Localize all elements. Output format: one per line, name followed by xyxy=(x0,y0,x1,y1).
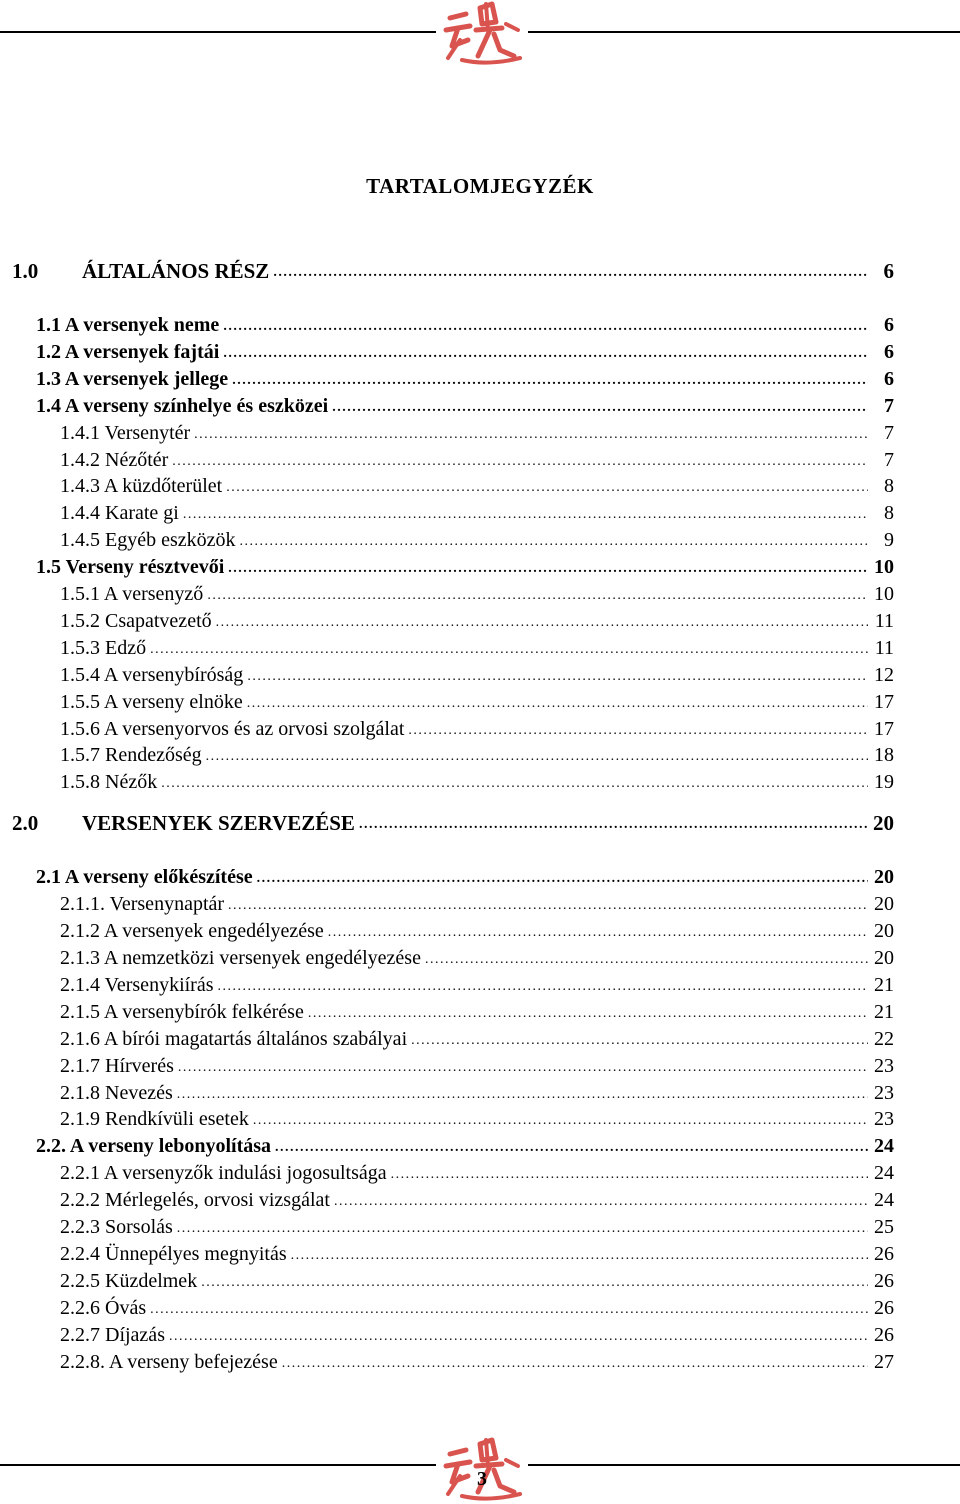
toc-entry[interactable] xyxy=(60,500,894,524)
toc-leader-dots xyxy=(328,924,868,942)
toc-entry-label xyxy=(36,1135,271,1157)
toc-page-number: 10 xyxy=(874,583,894,605)
toc-entry-text: 2.1.6 A bírói magatartás általános szabályai xyxy=(60,1027,408,1050)
toc-entry-text: 2.1.5 A versenybírók felkérése xyxy=(60,1000,304,1023)
toc-entry[interactable] xyxy=(60,608,894,632)
toc-entry-label xyxy=(60,1162,387,1184)
toc-leader-dots xyxy=(150,1301,868,1319)
toc-page-number: 24 xyxy=(874,1162,894,1185)
toc-leader-dots xyxy=(177,1220,868,1238)
toc-leader-dots xyxy=(150,641,868,659)
toc-entry[interactable] xyxy=(36,554,894,578)
toc-leader-dots xyxy=(391,1166,868,1184)
toc-leader-dots xyxy=(247,668,868,686)
toc-entry-text: 1.4.3 A küzdőterület xyxy=(60,475,223,498)
toc-entry-label xyxy=(60,583,203,605)
toc-entry[interactable] xyxy=(60,1106,894,1130)
toc-leader-dots xyxy=(228,560,868,578)
toc-page-number: 20 xyxy=(874,920,894,943)
toc-leader-dots xyxy=(177,1086,868,1104)
toc-entry-label xyxy=(60,1028,407,1050)
toc-entry-text: 1.5.8 Nézők xyxy=(60,771,158,794)
toc-page-number: 23 xyxy=(874,1108,894,1131)
toc-entry-text: 1.3 A versenyek jellege xyxy=(36,367,229,390)
toc-page-number: 6 xyxy=(884,367,894,390)
toc-entry-text: 2.1.9 Rendkívüli esetek xyxy=(60,1108,249,1131)
toc-leader-dots xyxy=(425,951,868,969)
toc-leader-dots xyxy=(161,775,868,793)
toc-leader-dots xyxy=(232,372,868,390)
toc-entry-label xyxy=(60,1082,173,1104)
toc-entry[interactable] xyxy=(60,527,894,551)
toc-entry[interactable] xyxy=(60,581,894,605)
toc-page-number: 11 xyxy=(874,636,894,659)
toc-entry-label xyxy=(60,422,190,444)
toc-page-number: 7 xyxy=(884,448,894,471)
toc-entry-text: 1.4.1 Versenytér xyxy=(60,421,191,444)
toc-entry-text: 2.2.3 Sorsolás xyxy=(60,1216,173,1238)
toc-page-number: 9 xyxy=(884,529,894,552)
toc-entry-text: 1.5.7 Rendezőség xyxy=(60,744,202,767)
toc-entry-label xyxy=(36,866,253,888)
toc-entry[interactable] xyxy=(60,1080,894,1104)
toc-entry-label xyxy=(60,771,157,793)
toc-leader-dots xyxy=(223,318,868,336)
toc-leader-dots xyxy=(207,587,868,605)
toc-entry-label xyxy=(60,1351,278,1373)
footer-rule-left xyxy=(0,1464,436,1466)
toc-entry-text: 2.1.4 Versenykiírás xyxy=(60,973,214,996)
toc-page-number: 26 xyxy=(874,1242,894,1265)
toc-entry-text: 2.2.1 A versenyzők indulási jogosultsága xyxy=(60,1162,387,1185)
toc-entry-text: 1.4.4 Karate gi xyxy=(60,502,179,525)
toc-page-number: 6 xyxy=(884,340,894,363)
toc-leader-dots xyxy=(172,453,868,471)
toc-entry-text: 1.4.5 Egyéb eszközök xyxy=(60,529,236,552)
toc-entry[interactable] xyxy=(60,1241,894,1265)
toc-entry-label xyxy=(60,1108,249,1130)
toc-leader-dots xyxy=(411,1032,868,1050)
toc-page-number: 17 xyxy=(874,717,894,740)
toc-entry-text: 2.2.6 Óvás xyxy=(60,1296,147,1319)
toc-entry[interactable] xyxy=(60,972,894,996)
toc-leader-dots xyxy=(291,1247,868,1265)
toc-entry-label xyxy=(60,637,146,659)
toc-page-number: 20 xyxy=(874,866,894,889)
toc-page-number: 11 xyxy=(874,609,894,632)
toc-entry-text: 1.5.1 A versenyző xyxy=(60,583,204,605)
toc-entry-label xyxy=(12,260,269,282)
toc-page-number: 23 xyxy=(874,1054,894,1077)
toc-leader-dots xyxy=(247,695,868,713)
toc-page-number: 26 xyxy=(874,1269,894,1292)
toc-entry-label xyxy=(60,947,421,969)
toc-page-number: 22 xyxy=(874,1027,894,1050)
toc-entry-text: 1.5.5 A verseny elnöke xyxy=(60,690,243,713)
toc-entry-text: 2.1.1. Versenynaptár xyxy=(60,893,225,916)
toc-entry[interactable] xyxy=(60,999,894,1023)
toc-page-number: 7 xyxy=(884,421,894,444)
toc-entry-label xyxy=(60,718,404,740)
toc-section-number: 1.0 xyxy=(12,259,39,283)
toc-entry-text: 2.2.4 Ünnepélyes megnyitás xyxy=(60,1242,287,1265)
toc-entry[interactable] xyxy=(60,716,894,740)
toc-leader-dots xyxy=(218,978,869,996)
toc-entry-text: 1.4 A verseny színhelye és eszközei xyxy=(36,394,329,417)
toc-entry-text: 2.2.7 Díjazás xyxy=(60,1323,165,1346)
toc-entry-label xyxy=(60,1216,173,1238)
toc-page-number: 20 xyxy=(874,947,894,969)
toc-entry-label xyxy=(36,314,219,336)
toc-page-number: 25 xyxy=(874,1216,894,1238)
toc-leader-dots xyxy=(308,1005,868,1023)
toc-entry[interactable] xyxy=(60,1160,894,1184)
toc-entry-label xyxy=(60,475,222,497)
toc-entry-label xyxy=(60,529,236,551)
toc-entry[interactable] xyxy=(60,1349,894,1373)
toc-entry-label xyxy=(60,691,243,713)
toc-page-number: 23 xyxy=(874,1081,894,1104)
toc-page-number: 6 xyxy=(884,314,894,336)
toc-leader-dots xyxy=(253,1112,868,1130)
toc-entry-text: 1.1 A versenyek neme xyxy=(36,314,220,336)
toc-entry[interactable] xyxy=(60,742,894,766)
toc-entry[interactable] xyxy=(12,258,894,282)
toc-entry-text: 2.2.2 Mérlegelés, orvosi vizsgálat xyxy=(60,1189,330,1212)
toc-entry-label xyxy=(36,556,224,578)
document-title: TARTALOMJEGYZÉK xyxy=(366,174,594,198)
toc-leader-dots xyxy=(216,614,868,632)
toc-leader-dots xyxy=(275,1139,868,1157)
toc-entry-text: 2.1 A verseny előkészítése xyxy=(36,866,253,889)
toc-leader-dots xyxy=(334,1193,868,1211)
toc-entry-text: 2.1.3 A nemzetközi versenyek engedélyezése xyxy=(60,947,421,969)
toc-page-number: 20 xyxy=(873,811,894,836)
toc-entry-label xyxy=(60,893,224,915)
toc-entry-label xyxy=(60,449,168,471)
toc-entry-text: 1.2 A versenyek fajtái xyxy=(36,340,220,363)
toc-page-number: 19 xyxy=(874,771,894,794)
toc-page-number: 21 xyxy=(874,973,894,996)
toc-leader-dots xyxy=(169,1328,868,1346)
toc-entry[interactable] xyxy=(60,1053,894,1077)
footer-rule-right xyxy=(528,1464,960,1466)
toc-entry-label xyxy=(60,974,214,996)
toc-page-number: 8 xyxy=(884,502,894,525)
toc-page-number: 10 xyxy=(874,556,894,579)
toc-entry-label xyxy=(60,920,324,942)
toc-leader-dots xyxy=(240,533,868,551)
toc-leader-dots xyxy=(178,1059,868,1077)
toc-page-number: 24 xyxy=(874,1189,894,1212)
toc-entry-text: 1.5.4 A versenybíróság xyxy=(60,663,244,686)
toc-entry-text: 2.2.5 Küzdelmek xyxy=(60,1269,198,1292)
toc-entry-text: 2.1.7 Hírverés xyxy=(60,1054,174,1077)
toc-page-number: 21 xyxy=(874,1000,894,1023)
toc-page-number: 26 xyxy=(874,1323,894,1346)
toc-page-number: 7 xyxy=(884,394,894,417)
toc-entry[interactable] xyxy=(36,312,894,336)
toc-entry-label xyxy=(60,1189,330,1211)
toc-page-number: 26 xyxy=(874,1296,894,1319)
toc-entry-label xyxy=(60,1270,197,1292)
toc-entry-text: 1.5.3 Edző xyxy=(60,636,147,659)
toc-entry-label xyxy=(12,812,355,834)
toc-entry[interactable] xyxy=(60,689,894,713)
toc-entry-text: 2.1.8 Nevezés xyxy=(60,1081,173,1104)
toc-leader-dots xyxy=(228,897,868,915)
toc-entry-text: ÁLTALÁNOS RÉSZ xyxy=(82,259,270,283)
page-number: 3 xyxy=(477,1468,487,1490)
toc-page-number: 27 xyxy=(874,1350,894,1373)
toc-entry-label xyxy=(60,610,212,632)
toc-leader-dots xyxy=(226,479,868,497)
toc-leader-dots xyxy=(194,426,868,444)
toc-entry[interactable] xyxy=(36,393,894,417)
toc-entry[interactable] xyxy=(36,1133,894,1157)
toc-leader-dots xyxy=(257,870,868,888)
toc-leader-dots xyxy=(282,1355,868,1373)
toc-entry[interactable] xyxy=(60,1026,894,1050)
toc-entry-label xyxy=(60,744,202,766)
toc-entry-text: 1.5 Verseny résztvevői xyxy=(36,556,225,579)
toc-entry[interactable] xyxy=(60,420,894,444)
toc-entry[interactable] xyxy=(60,945,894,969)
toc-entry-text: 2.1.2 A versenyek engedélyezése xyxy=(60,920,324,943)
toc-entry[interactable] xyxy=(60,635,894,659)
toc-entry-label xyxy=(60,1324,165,1346)
toc-entry[interactable] xyxy=(60,1295,894,1319)
toc-entry-label xyxy=(60,1243,287,1265)
toc-entry[interactable] xyxy=(60,473,894,497)
toc-entry[interactable] xyxy=(60,1268,894,1292)
toc-page-number: 18 xyxy=(874,744,894,767)
toc-entry[interactable] xyxy=(12,810,894,834)
toc-entry[interactable] xyxy=(60,918,894,942)
toc-leader-dots xyxy=(408,722,868,740)
toc-page-number: 20 xyxy=(874,893,894,916)
toc-entry[interactable] xyxy=(36,366,894,390)
toc-entry-label xyxy=(36,368,228,390)
toc-entry[interactable] xyxy=(60,1214,894,1238)
toc-entry[interactable] xyxy=(60,1322,894,1346)
toc-leader-dots xyxy=(223,345,868,363)
toc-leader-dots xyxy=(332,399,868,417)
toc-page-number: 8 xyxy=(884,475,894,498)
toc-entry-text: VERSENYEK SZERVEZÉSE xyxy=(82,811,355,836)
toc-section-number: 2.0 xyxy=(12,811,39,836)
toc-entry-label xyxy=(36,395,328,417)
toc-page-number: 6 xyxy=(883,259,894,283)
toc-entry[interactable] xyxy=(60,769,894,793)
toc-leader-dots xyxy=(359,816,868,834)
toc-page-number: 24 xyxy=(874,1135,894,1158)
toc-entry-text: 1.5.6 A versenyorvos és az orvosi szolgálat xyxy=(60,717,405,740)
toc-entry-text: 1.5.2 Csapatvezető xyxy=(60,609,212,632)
toc-entry-text: 1.4.2 Nézőtér xyxy=(60,448,169,471)
toc-entry-text: 2.2. A verseny lebonyolítása xyxy=(36,1135,272,1158)
toc-entry-label xyxy=(60,664,243,686)
toc-page-number: 17 xyxy=(874,690,894,713)
toc-entry[interactable] xyxy=(60,1187,894,1211)
toc-entry-label xyxy=(60,1001,304,1023)
toc-leader-dots xyxy=(183,506,868,524)
toc-entry[interactable] xyxy=(60,447,894,471)
toc-entry[interactable] xyxy=(36,339,894,363)
toc-page-number: 12 xyxy=(874,663,894,686)
toc-entry-label xyxy=(60,502,179,524)
toc-entry-label xyxy=(60,1297,146,1319)
toc-entry[interactable] xyxy=(60,662,894,686)
toc-entry-label xyxy=(36,341,219,363)
toc-entry[interactable] xyxy=(60,891,894,915)
toc-entry[interactable] xyxy=(36,864,894,888)
toc-leader-dots xyxy=(273,264,868,282)
toc-leader-dots xyxy=(206,748,868,766)
toc-entry-label xyxy=(60,1055,174,1077)
toc-leader-dots xyxy=(201,1274,868,1292)
toc-entry-text: 2.2.8. A verseny befejezése xyxy=(60,1350,278,1373)
